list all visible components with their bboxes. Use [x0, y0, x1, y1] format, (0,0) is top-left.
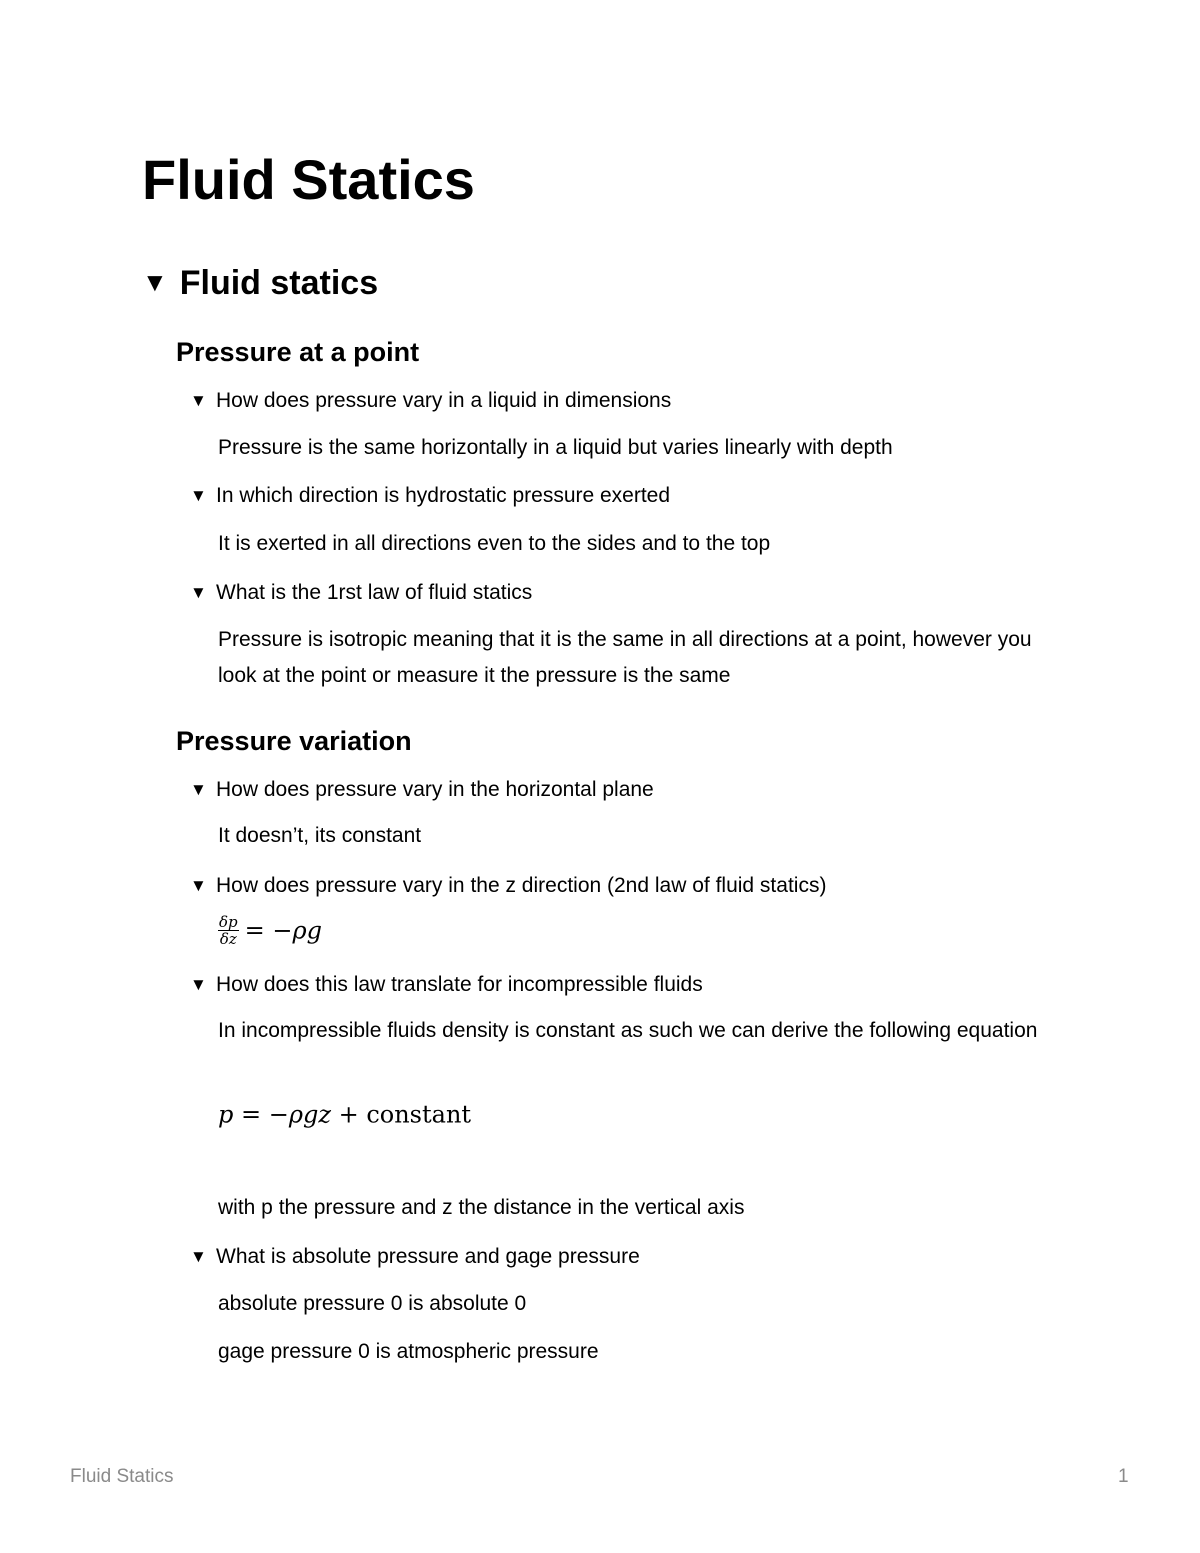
triangle-down-icon: ▼ [190, 876, 207, 895]
triangle-down-icon: ▼ [190, 486, 207, 505]
triangle-down-icon: ▼ [190, 975, 207, 994]
equation-dp-dz [218, 912, 322, 948]
section-heading-pressure-variation: Pressure variation [176, 726, 412, 756]
triangle-down-icon: ▼ [190, 1247, 207, 1266]
answer-text: gage pressure 0 is atmospheric pressure [218, 1340, 599, 1363]
answer-text: Pressure is the same horizontally in a liquid but varies linearly with depth [218, 436, 893, 459]
page-title: Fluid Statics [142, 148, 475, 211]
toggle-question[interactable]: ▼ How does pressure vary in a liquid in dimensions [190, 386, 671, 416]
triangle-down-icon: ▼ [142, 267, 168, 297]
toggle-heading-label: Fluid statics [179, 264, 379, 302]
toggle-question[interactable]: ▼ In which direction is hydrostatic pressure exerted [190, 481, 670, 511]
answer-text: absolute pressure 0 is absolute 0 [218, 1292, 527, 1315]
triangle-down-icon: ▼ [190, 391, 207, 410]
equation-rhs: = −ρg [244, 916, 322, 945]
answer-text: It is exerted in all directions even to the sides and to the top [218, 532, 771, 555]
answer-text: with p the pressure and z the distance in the vertical axis [218, 1196, 745, 1219]
toggle-question[interactable]: ▼ How does pressure vary in the z direction (2nd law of fluid statics) [190, 871, 826, 901]
toggle-question[interactable]: ▼ How does pressure vary in the horizontal plane [190, 775, 654, 805]
toggle-question[interactable]: ▼ How does this law translate for incompressible fluids [190, 970, 703, 1000]
section-heading-pressure-at-a-point: Pressure at a point [176, 337, 420, 367]
answer-text: In incompressible fluids density is constant as such we can derive the following equation [218, 1019, 1038, 1042]
triangle-down-icon: ▼ [190, 780, 207, 799]
equation-denominator: δz [219, 930, 237, 948]
equation-pressure-depth [218, 1096, 471, 1132]
toggle-heading-fluid-statics[interactable] [142, 258, 378, 307]
equation-numerator: δp [219, 913, 238, 931]
triangle-down-icon: ▼ [190, 583, 207, 602]
equation-constant: constant [366, 1100, 472, 1129]
answer-text: It doesn’t, its constant [218, 824, 422, 847]
equation-fraction [218, 914, 239, 947]
toggle-question[interactable]: ▼ What is the 1rst law of fluid statics [190, 578, 532, 608]
equation-lhs: p = −ρgz + [218, 1100, 367, 1129]
page-number: 1 [1118, 1466, 1129, 1487]
answer-text: Pressure is isotropic meaning that it is the same in all directions at a point, however you look at the point or measure it the pressure is the same [218, 628, 1032, 687]
toggle-question[interactable]: ▼ What is absolute pressure and gage pressure [190, 1242, 640, 1272]
footer-title: Fluid Statics [70, 1466, 174, 1487]
